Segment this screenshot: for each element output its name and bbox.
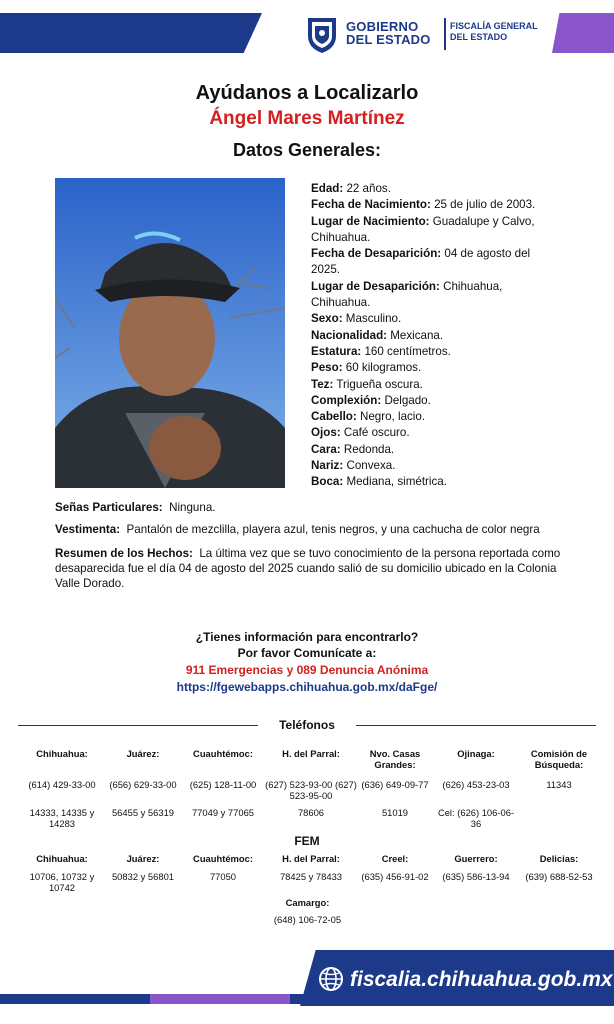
gobierno-logo-text: GOBIERNO DEL ESTADO xyxy=(346,19,431,47)
report-url-link[interactable]: https://fgewebapps.chihuahua.gob.mx/daFge/ xyxy=(176,680,438,694)
globe-icon xyxy=(318,966,344,992)
detail-label: Lugar de Desaparición: xyxy=(311,279,440,293)
details-list xyxy=(311,181,561,491)
detail-label: Lugar de Nacimiento: xyxy=(311,214,430,228)
phone-number: 11343 xyxy=(546,779,572,790)
detail-value: 25 de julio de 2003. xyxy=(430,198,536,212)
telefonos-title: Teléfonos xyxy=(279,718,335,732)
detail-value: Masculino. xyxy=(342,312,402,326)
detail-row xyxy=(311,214,561,247)
detail-label: Edad: xyxy=(311,182,344,195)
phone-extension: 56455 y 56319 xyxy=(111,807,175,818)
fem-phone: 10706, 10732 y 10742 xyxy=(29,871,95,893)
fem-city-header: Cuauhtémoc: xyxy=(193,853,253,864)
phone-extension: Cel: (626) 106-06-36 xyxy=(437,807,515,829)
detail-value: Guadalupe y Calvo, Chihuahua. xyxy=(311,214,535,244)
detail-row xyxy=(311,409,561,425)
phone-extension: 14333, 14335 y 14283 xyxy=(29,807,95,829)
logo-separator xyxy=(444,18,446,50)
detail-row xyxy=(311,197,561,213)
detail-label: Complexión: xyxy=(311,393,382,407)
fem-city-header: Guerrero: xyxy=(454,853,498,864)
fem-city-header: H. del Parral: xyxy=(282,853,340,864)
footer-purple-band xyxy=(150,994,290,1004)
detail-row xyxy=(311,442,561,458)
camargo-label: Camargo: xyxy=(285,897,330,908)
senas-particulares: Señas Particulares: Ninguna. xyxy=(55,501,216,514)
contact-question: ¿Tienes información para encontrarlo? xyxy=(195,630,419,644)
detail-row xyxy=(311,246,561,279)
detail-value: 60 kilogramos. xyxy=(342,361,422,375)
phone-city-header: Chihuahua: xyxy=(36,748,88,759)
detail-value: Negro, lacio. xyxy=(356,410,426,424)
phone-number: (614) 429-33-00 xyxy=(28,779,96,790)
detail-value: Mediana, simétrica. xyxy=(343,475,447,489)
phone-city-header: Nvo. Casas Grandes: xyxy=(369,748,421,770)
detail-row xyxy=(311,393,561,409)
fem-phone: 78425 y 78433 xyxy=(279,871,343,882)
phone-extension: 77049 y 77065 xyxy=(191,807,255,818)
fem-phone: 50832 y 56801 xyxy=(111,871,175,882)
person-photo xyxy=(55,178,285,488)
detail-value: Café oscuro. xyxy=(340,426,410,440)
detail-row xyxy=(311,425,561,441)
detail-value: 04 de agosto del 2025. xyxy=(311,247,531,277)
page-title: Ayúdanos a Localizarlo xyxy=(195,82,419,104)
detail-value: Convexa. xyxy=(343,459,396,473)
detail-row xyxy=(311,181,561,197)
detail-label: Estatura: xyxy=(311,344,362,358)
phone-city-header: Juárez: xyxy=(126,748,160,759)
detail-value: Delgado. xyxy=(381,393,431,407)
detail-label: Peso: xyxy=(311,361,343,375)
phone-city-header: Cuauhtémoc: xyxy=(193,748,253,759)
detail-row xyxy=(311,360,561,376)
detail-label: Fecha de Nacimiento: xyxy=(311,198,431,212)
phone-city-header: H. del Parral: xyxy=(282,748,340,759)
detail-row xyxy=(311,328,561,344)
fem-city-header: Juárez: xyxy=(126,853,160,864)
detail-row xyxy=(311,458,561,474)
camargo-phone: (648) 106-72-05 xyxy=(273,914,342,925)
phone-city-header: Ojinaga: xyxy=(457,748,495,759)
detail-value: 22 años. xyxy=(343,182,391,195)
section-title: Datos Generales: xyxy=(232,140,382,160)
footer-site-link[interactable]: fiscalia.chihuahua.gob.mx xyxy=(350,968,613,991)
header-purple-bar xyxy=(552,13,614,53)
detail-label: Cabello: xyxy=(311,410,357,424)
detail-label: Nariz: xyxy=(311,459,344,473)
vestimenta: Vestimenta: Pantalón de mezclilla, playera azul, tenis negros, y una cachucha de color negra xyxy=(55,523,540,536)
header-blue-bar xyxy=(0,13,262,53)
fem-city-header: Delicias: xyxy=(539,853,579,864)
detail-label: Boca: xyxy=(311,475,344,489)
fem-city-header: Chihuahua: xyxy=(36,853,88,864)
fem-phone: (635) 586-13-94 xyxy=(442,871,510,882)
fem-city-header: Creel: xyxy=(381,853,409,864)
emergency-numbers: 911 Emergencias y 089 Denuncia Anónima xyxy=(185,663,429,677)
fem-phone: 77050 xyxy=(209,871,237,882)
detail-row xyxy=(311,279,561,312)
phone-city-header: Comisión de Búsqueda: xyxy=(530,748,588,770)
detail-row xyxy=(311,344,561,360)
detail-label: Ojos: xyxy=(311,426,341,440)
phone-number: (656) 629-33-00 xyxy=(109,779,177,790)
detail-value: Redonda. xyxy=(340,442,395,456)
fem-phone: (639) 688-52-53 xyxy=(525,871,593,882)
detail-value: Mexicana. xyxy=(387,328,444,342)
detail-value: 160 centímetros. xyxy=(361,344,451,358)
phone-number: (626) 453-23-03 xyxy=(442,779,510,790)
detail-label: Nacionalidad: xyxy=(311,328,388,342)
fiscalia-logo-text: FISCALÍA GENERAL DEL ESTADO xyxy=(450,21,538,42)
detail-row xyxy=(311,311,561,327)
detail-row xyxy=(311,474,561,490)
resumen-hechos: Resumen de los Hechos: La última vez que se tuvo conocimiento de la persona reportada como desaparecida fue el día 04 de agosto del 2025 cuando salió de su domicilio ubicado en la Colonia Valle Dorado. xyxy=(55,547,561,590)
state-shield-icon xyxy=(305,14,339,54)
person-name: Ángel Mares Martínez xyxy=(209,108,405,129)
fem-title: FEM xyxy=(294,834,320,848)
detail-value: Chihuahua, Chihuahua. xyxy=(311,279,503,310)
contact-prompt: Por favor Comunícate a: xyxy=(237,646,377,660)
phone-number: (627) 523-93-00 (627) 523-95-00 xyxy=(265,779,357,801)
detail-label: Cara: xyxy=(311,442,341,456)
phone-extension: 78606 xyxy=(297,807,325,818)
phone-number: (636) 649-09-77 xyxy=(361,779,429,790)
detail-label: Tez: xyxy=(311,377,334,391)
fem-phone: (635) 456-91-02 xyxy=(361,871,429,882)
phone-extension: 51019 xyxy=(381,807,409,818)
phone-number: (625) 128-11-00 xyxy=(189,779,257,790)
detail-row xyxy=(311,377,561,393)
detail-label: Sexo: xyxy=(311,312,343,326)
detail-label: Fecha de Desaparición: xyxy=(311,247,442,261)
detail-value: Trigueña oscura. xyxy=(333,377,423,391)
